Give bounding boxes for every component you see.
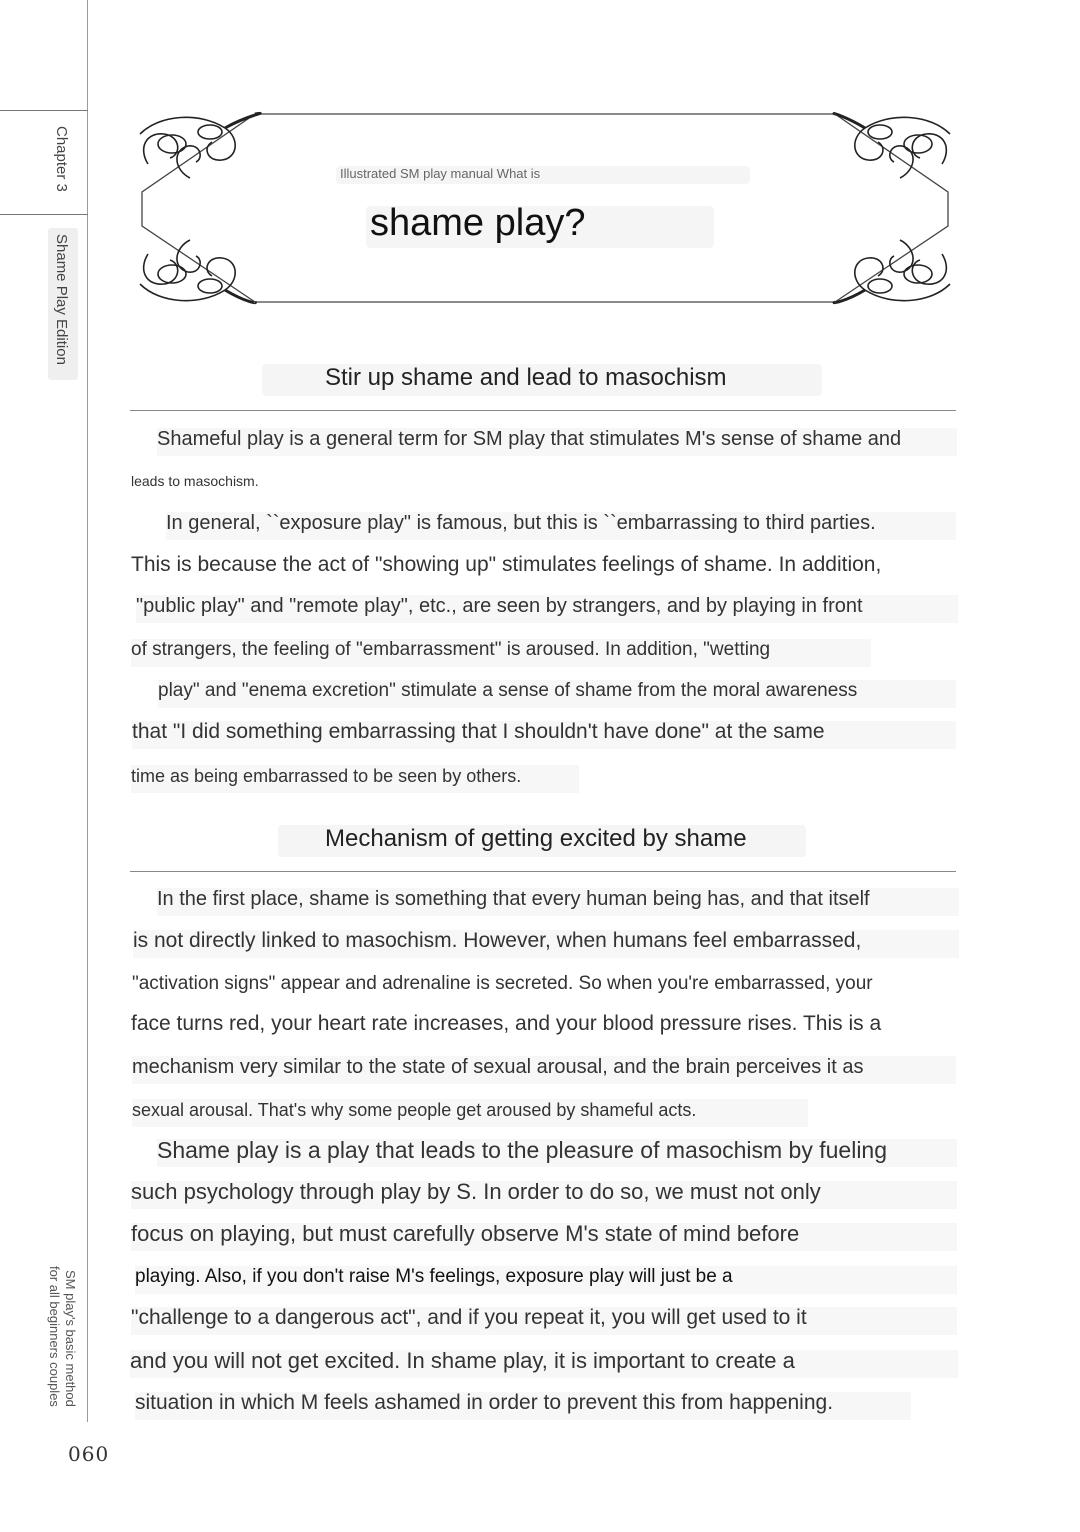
body-line: time as being embarrassed to be seen by others. xyxy=(131,761,521,791)
body-line: of strangers, the feeling of "embarrassment" is aroused. In addition, "wetting xyxy=(131,635,770,665)
body-line: play" and "enema excretion" stimulate a sense of shame from the moral awareness xyxy=(158,676,857,706)
body-line: This is because the act of "showing up" stimulates feelings of shame. In addition, xyxy=(131,553,882,576)
body-line: In the first place, shame is something that every human being has, and that itself xyxy=(157,884,870,914)
page-title: shame play? xyxy=(370,202,586,244)
body-line: that "I did something embarrassing that I shouldn't have done" at the same xyxy=(132,717,825,747)
body-line: "public play" and "remote play", etc., are seen by strangers, and by playing in front xyxy=(136,591,863,621)
body-line: face turns red, your heart rate increases, and your blood pressure rises. This is a xyxy=(131,1012,882,1035)
body-line: "challenge to a dangerous act", and if you repeat it, you will get used to it xyxy=(131,1303,807,1333)
body-line: Shame play is a play that leads to the pleasure of masochism by fueling xyxy=(157,1135,887,1165)
body-line: and you will not get excited. In shame play, it is important to create a xyxy=(130,1346,795,1376)
section-rule-2 xyxy=(130,871,956,872)
body-line: playing. Also, if you don't raise M's feelings, exposure play will just be a xyxy=(135,1262,733,1292)
body-line: such psychology through play by S. In order to do so, we must not only xyxy=(131,1177,821,1207)
body-line: leads to masochism. xyxy=(131,473,259,489)
page-number: 060 xyxy=(68,1442,110,1466)
chapter-label: Chapter 3 xyxy=(53,126,70,192)
sidebar-rule-bottom xyxy=(0,214,88,215)
sidebar-rule-top xyxy=(0,110,88,111)
body-line: Shameful play is a general term for SM play that stimulates M's sense of shame and xyxy=(157,424,901,454)
body-line: "activation signs" appear and adrenaline is secreted. So when you're embarrassed, your xyxy=(132,973,873,994)
footer-line-1: SM play's basic method xyxy=(63,1270,78,1407)
section-heading-2: Mechanism of getting excited by shame xyxy=(325,825,747,852)
body-line: focus on playing, but must carefully observe M's state of mind before xyxy=(131,1219,799,1249)
section-heading-1: Stir up shame and lead to masochism xyxy=(325,364,727,391)
body-line: mechanism very similar to the state of sexual arousal, and the brain perceives it as xyxy=(132,1052,863,1082)
body-line: In general, ``exposure play" is famous, but this is ``embarrassing to third parties. xyxy=(166,508,876,538)
body-line: sexual arousal. That's why some people get aroused by shameful acts. xyxy=(132,1095,696,1125)
body-line: is not directly linked to masochism. However, when humans feel embarrassed, xyxy=(133,926,861,956)
body-line: situation in which M feels ashamed in order to prevent this from happening. xyxy=(135,1388,833,1418)
section-label: Shame Play Edition xyxy=(53,234,70,365)
footer-line-2: for all beginners couples xyxy=(47,1266,62,1407)
title-subtitle: Illustrated SM play manual What is xyxy=(340,166,541,181)
section-rule-1 xyxy=(130,410,956,411)
